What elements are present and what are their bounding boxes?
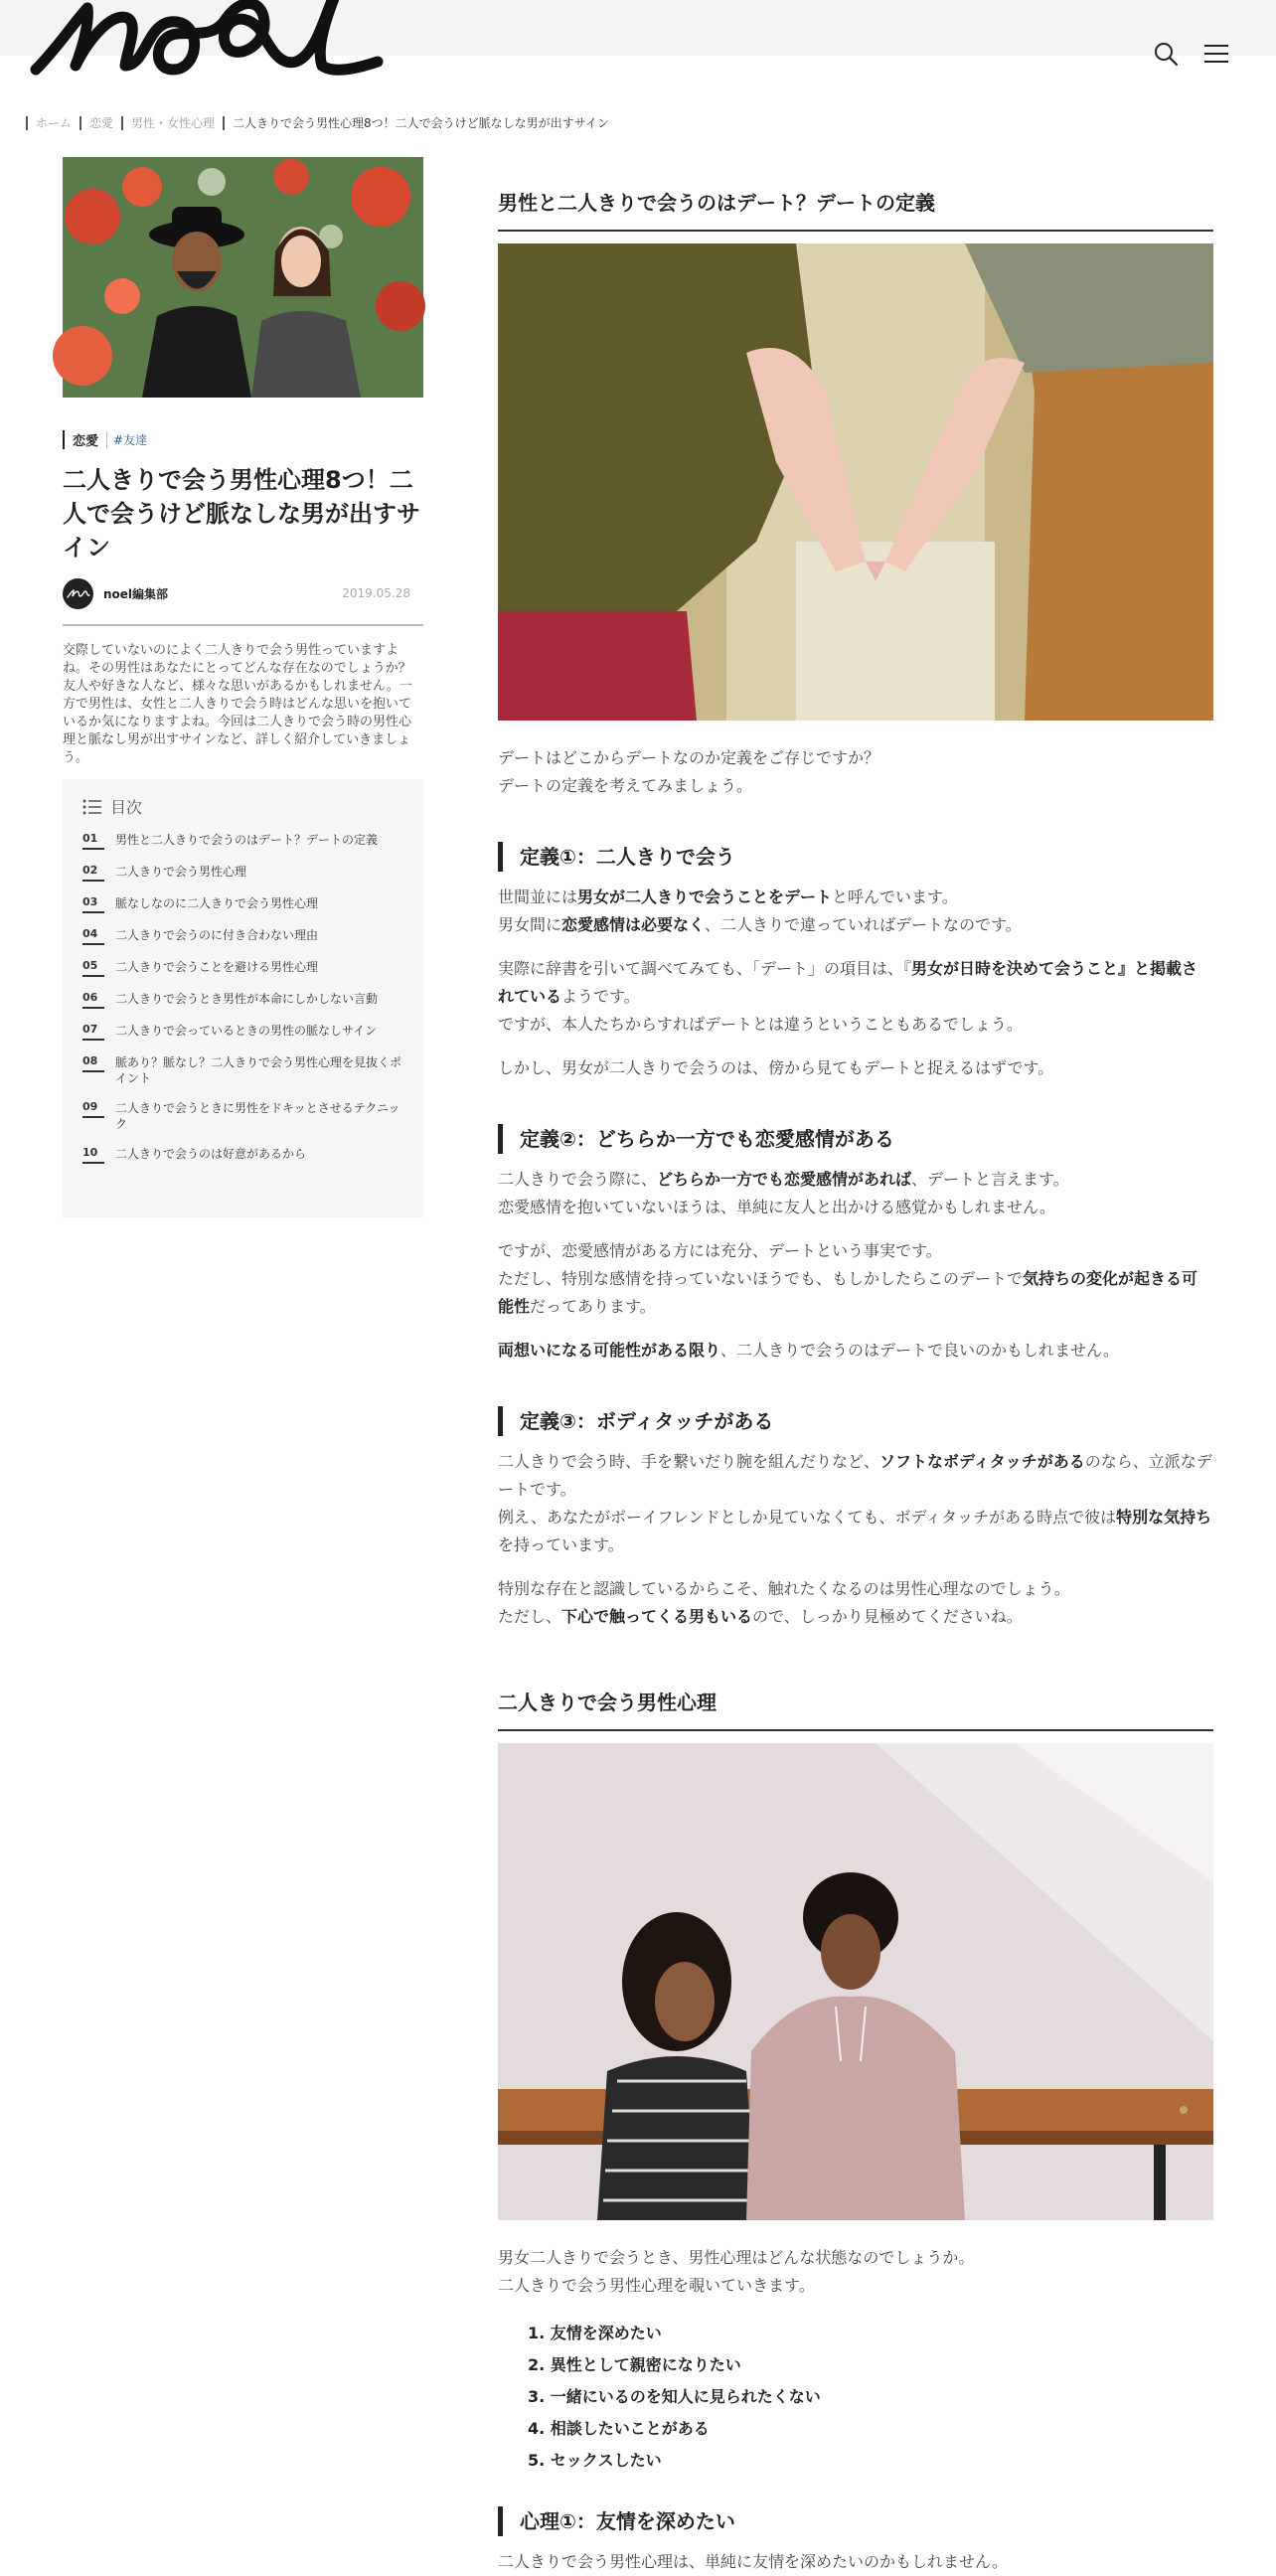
paragraph: 恋愛感情を抱いていないほうは、単純に友人と出かける感覚かもしれません。	[498, 1198, 1055, 1216]
hamburger-menu-icon	[1203, 43, 1229, 65]
hashtag-link[interactable]: #友達	[106, 431, 147, 448]
paragraph: デートの定義を考えてみましょう。	[498, 776, 753, 795]
breadcrumb-psychology[interactable]: 男性・女性心理	[121, 116, 223, 130]
breadcrumb-love[interactable]: 恋愛	[80, 116, 121, 130]
table-of-contents	[63, 779, 423, 1217]
toc-number: 08	[82, 1054, 104, 1072]
toc-item[interactable]	[82, 927, 403, 945]
post-date: 2019.05.28	[342, 586, 410, 600]
search-icon	[1153, 41, 1179, 67]
noel-logo[interactable]	[28, 0, 386, 101]
toc-item[interactable]	[82, 1054, 403, 1086]
toc-link[interactable]: 二人きりで会うのは好意があるから	[115, 1147, 307, 1161]
paragraph: 実際に辞書を引いて調べてみても、「デート」の項目は、『男女が日時を決めて会うこと』と掲載されているようです。	[498, 959, 1198, 1006]
paragraph: ですが、恋愛感情がある方には充分、デートという事実です。	[498, 1241, 942, 1260]
toc-item[interactable]	[82, 832, 403, 850]
toc-number: 02	[82, 864, 104, 882]
list-item: 1. 友情を深めたい	[528, 2324, 662, 2342]
paragraph: ですが、本人たちからすればデートとは違うということもあるでしょう。	[498, 1015, 1023, 1034]
article-title: 二人きりで会う男性心理8つ！二人で会うけど脈なしな男が出すサイン	[63, 466, 420, 562]
paragraph: デートはどこからデートなのか定義をご存じですか？	[498, 748, 880, 767]
paragraph: しかし、男女が二人きりで会うのは、傍から見てもデートと捉えるはずです。	[498, 1058, 1054, 1077]
author-row	[63, 576, 423, 610]
paragraph: 二人きりで会う時、手を繋いだり腕を組んだりなど、ソフトなボディタッチがあるのなら、立派なデートです。	[498, 1452, 1212, 1499]
toc-link[interactable]: 二人きりで会うことを避ける男性心理	[115, 960, 319, 974]
hero-image	[63, 157, 423, 398]
toc-number: 03	[82, 895, 104, 913]
paragraph: ただし、特別な感情を持っていないほうでも、もしかしたらこのデートで気持ちの変化が起きる可能性だってあります。	[498, 1269, 1198, 1316]
toc-header[interactable]	[82, 795, 403, 818]
psychology-list	[498, 2318, 1213, 2477]
divider	[63, 624, 423, 626]
toc-number: 04	[82, 927, 104, 945]
toc-item[interactable]	[82, 895, 403, 913]
toc-number: 07	[82, 1023, 104, 1041]
article-body	[498, 187, 1213, 2576]
paragraph: 例え、あなたがボーイフレンドとしか見ていなくても、ボディタッチがある時点で彼は特別な気持ちを持っています。	[498, 1508, 1212, 1554]
breadcrumb-current: 二人きりで会う男性心理8つ！二人で会うけど脈なしな男が出すサイン	[223, 116, 617, 130]
toc-link[interactable]: 二人きりで会うときに男性をドキッとさせるテクニック	[115, 1101, 400, 1131]
toc-link[interactable]: 二人きりで会っているときの男性の脈なしサイン	[115, 1024, 378, 1038]
couple-bench-image	[498, 1743, 1213, 2220]
toc-number: 09	[82, 1100, 104, 1118]
toc-item[interactable]	[82, 991, 403, 1009]
article-tags	[63, 430, 423, 449]
breadcrumb	[26, 116, 617, 130]
subsection-heading: 定義①：二人きりで会う	[498, 842, 1213, 872]
paragraph: ただし、下心で触ってくる男もいるので、しっかり見極めてくださいね。	[498, 1607, 1023, 1626]
list-icon	[82, 799, 102, 815]
toc-item[interactable]	[82, 1100, 403, 1132]
paragraph: 世間並には男女が二人きりで会うことをデートと呼んでいます。	[498, 887, 958, 906]
paragraph: 二人きりで会う男性心理は、単純に友情を深めたいのかもしれません。	[498, 2552, 1008, 2571]
author-avatar[interactable]	[63, 578, 93, 609]
toc-list	[82, 832, 403, 1164]
subsection-heading: 心理①：友情を深めたい	[498, 2506, 1213, 2536]
toc-item[interactable]	[82, 959, 403, 977]
list-item: 4. 相談したいことがある	[528, 2419, 710, 2438]
list-item: 3. 一緒にいるのを知人に見られたくない	[528, 2387, 821, 2406]
paragraph: 二人きりで会う際に、どちらか一方でも恋愛感情があれば、デートと言えます。	[498, 1170, 1069, 1189]
toc-title: 目次	[110, 798, 143, 817]
toc-number: 10	[82, 1146, 104, 1164]
category-tag[interactable]: 恋愛	[63, 430, 106, 449]
toc-link[interactable]: 脈あり？脈なし？二人きりで会う男性心理を見抜くポイント	[115, 1055, 402, 1085]
article-excerpt: 交際していないのによく二人きりで会う男性っていますよね。その男性はあなたにとってどんな存在なのでしょうか？友人や好きな人など、様々な思いがあるかもしれません。一方で男性は、女性と二人きりで会う時はどんな思いを抱いているか気になりますよね。今回は二人きりで会う時の男性心理と脈なし男が出すサインなど、詳しく紹介していきましょう。	[63, 643, 412, 765]
article-sidebar	[63, 157, 423, 1217]
toc-number: 05	[82, 959, 104, 977]
toc-link[interactable]: 二人きりで会う男性心理	[115, 865, 247, 879]
author-name[interactable]: noel編集部	[103, 586, 169, 601]
toc-link[interactable]: 二人きりで会うとき男性が本命にしかしない言動	[115, 992, 379, 1006]
toc-item[interactable]	[82, 1023, 403, 1041]
menu-button[interactable]	[1198, 36, 1234, 72]
list-item: 2. 異性として親密になりたい	[528, 2355, 741, 2374]
paragraph: 二人きりで会う男性心理を覗いていきます。	[498, 2276, 815, 2295]
toc-number: 06	[82, 991, 104, 1009]
paragraph: 両想いになる可能性がある限り、二人きりで会うのはデートで良いのかもしれません。	[498, 1341, 1119, 1360]
heart-hands-image	[498, 243, 1213, 721]
paragraph: 特別な存在と認識しているからこそ、触れたくなるのは男性心理なのでしょう。	[498, 1579, 1070, 1598]
toc-link[interactable]: 二人きりで会うのに付き合わない理由	[115, 928, 319, 942]
toc-link[interactable]: 男性と二人きりで会うのはデート？デートの定義	[115, 833, 379, 847]
paragraph: 男女間に恋愛感情は必要なく、二人きりで違っていればデートなのです。	[498, 915, 1022, 934]
toc-link[interactable]: 脈なしなのに二人きりで会う男性心理	[115, 896, 319, 910]
section-heading: 二人きりで会う男性心理	[498, 1687, 1213, 1731]
toc-number: 01	[82, 832, 104, 850]
noel-mini-logo	[67, 587, 90, 599]
list-item: 5. セックスしたい	[528, 2451, 662, 2470]
toc-item[interactable]	[82, 864, 403, 882]
breadcrumb-home[interactable]: ホーム	[26, 116, 80, 130]
search-button[interactable]	[1148, 36, 1184, 72]
subsection-heading: 定義③：ボディタッチがある	[498, 1406, 1213, 1436]
subsection-heading: 定義②：どちらか一方でも恋愛感情がある	[498, 1124, 1213, 1154]
paragraph: 男女二人きりで会うとき、男性心理はどんな状態なのでしょうか。	[498, 2248, 975, 2267]
toc-item[interactable]	[82, 1146, 403, 1164]
section-heading: 男性と二人きりで会うのはデート？デートの定義	[498, 187, 1213, 232]
